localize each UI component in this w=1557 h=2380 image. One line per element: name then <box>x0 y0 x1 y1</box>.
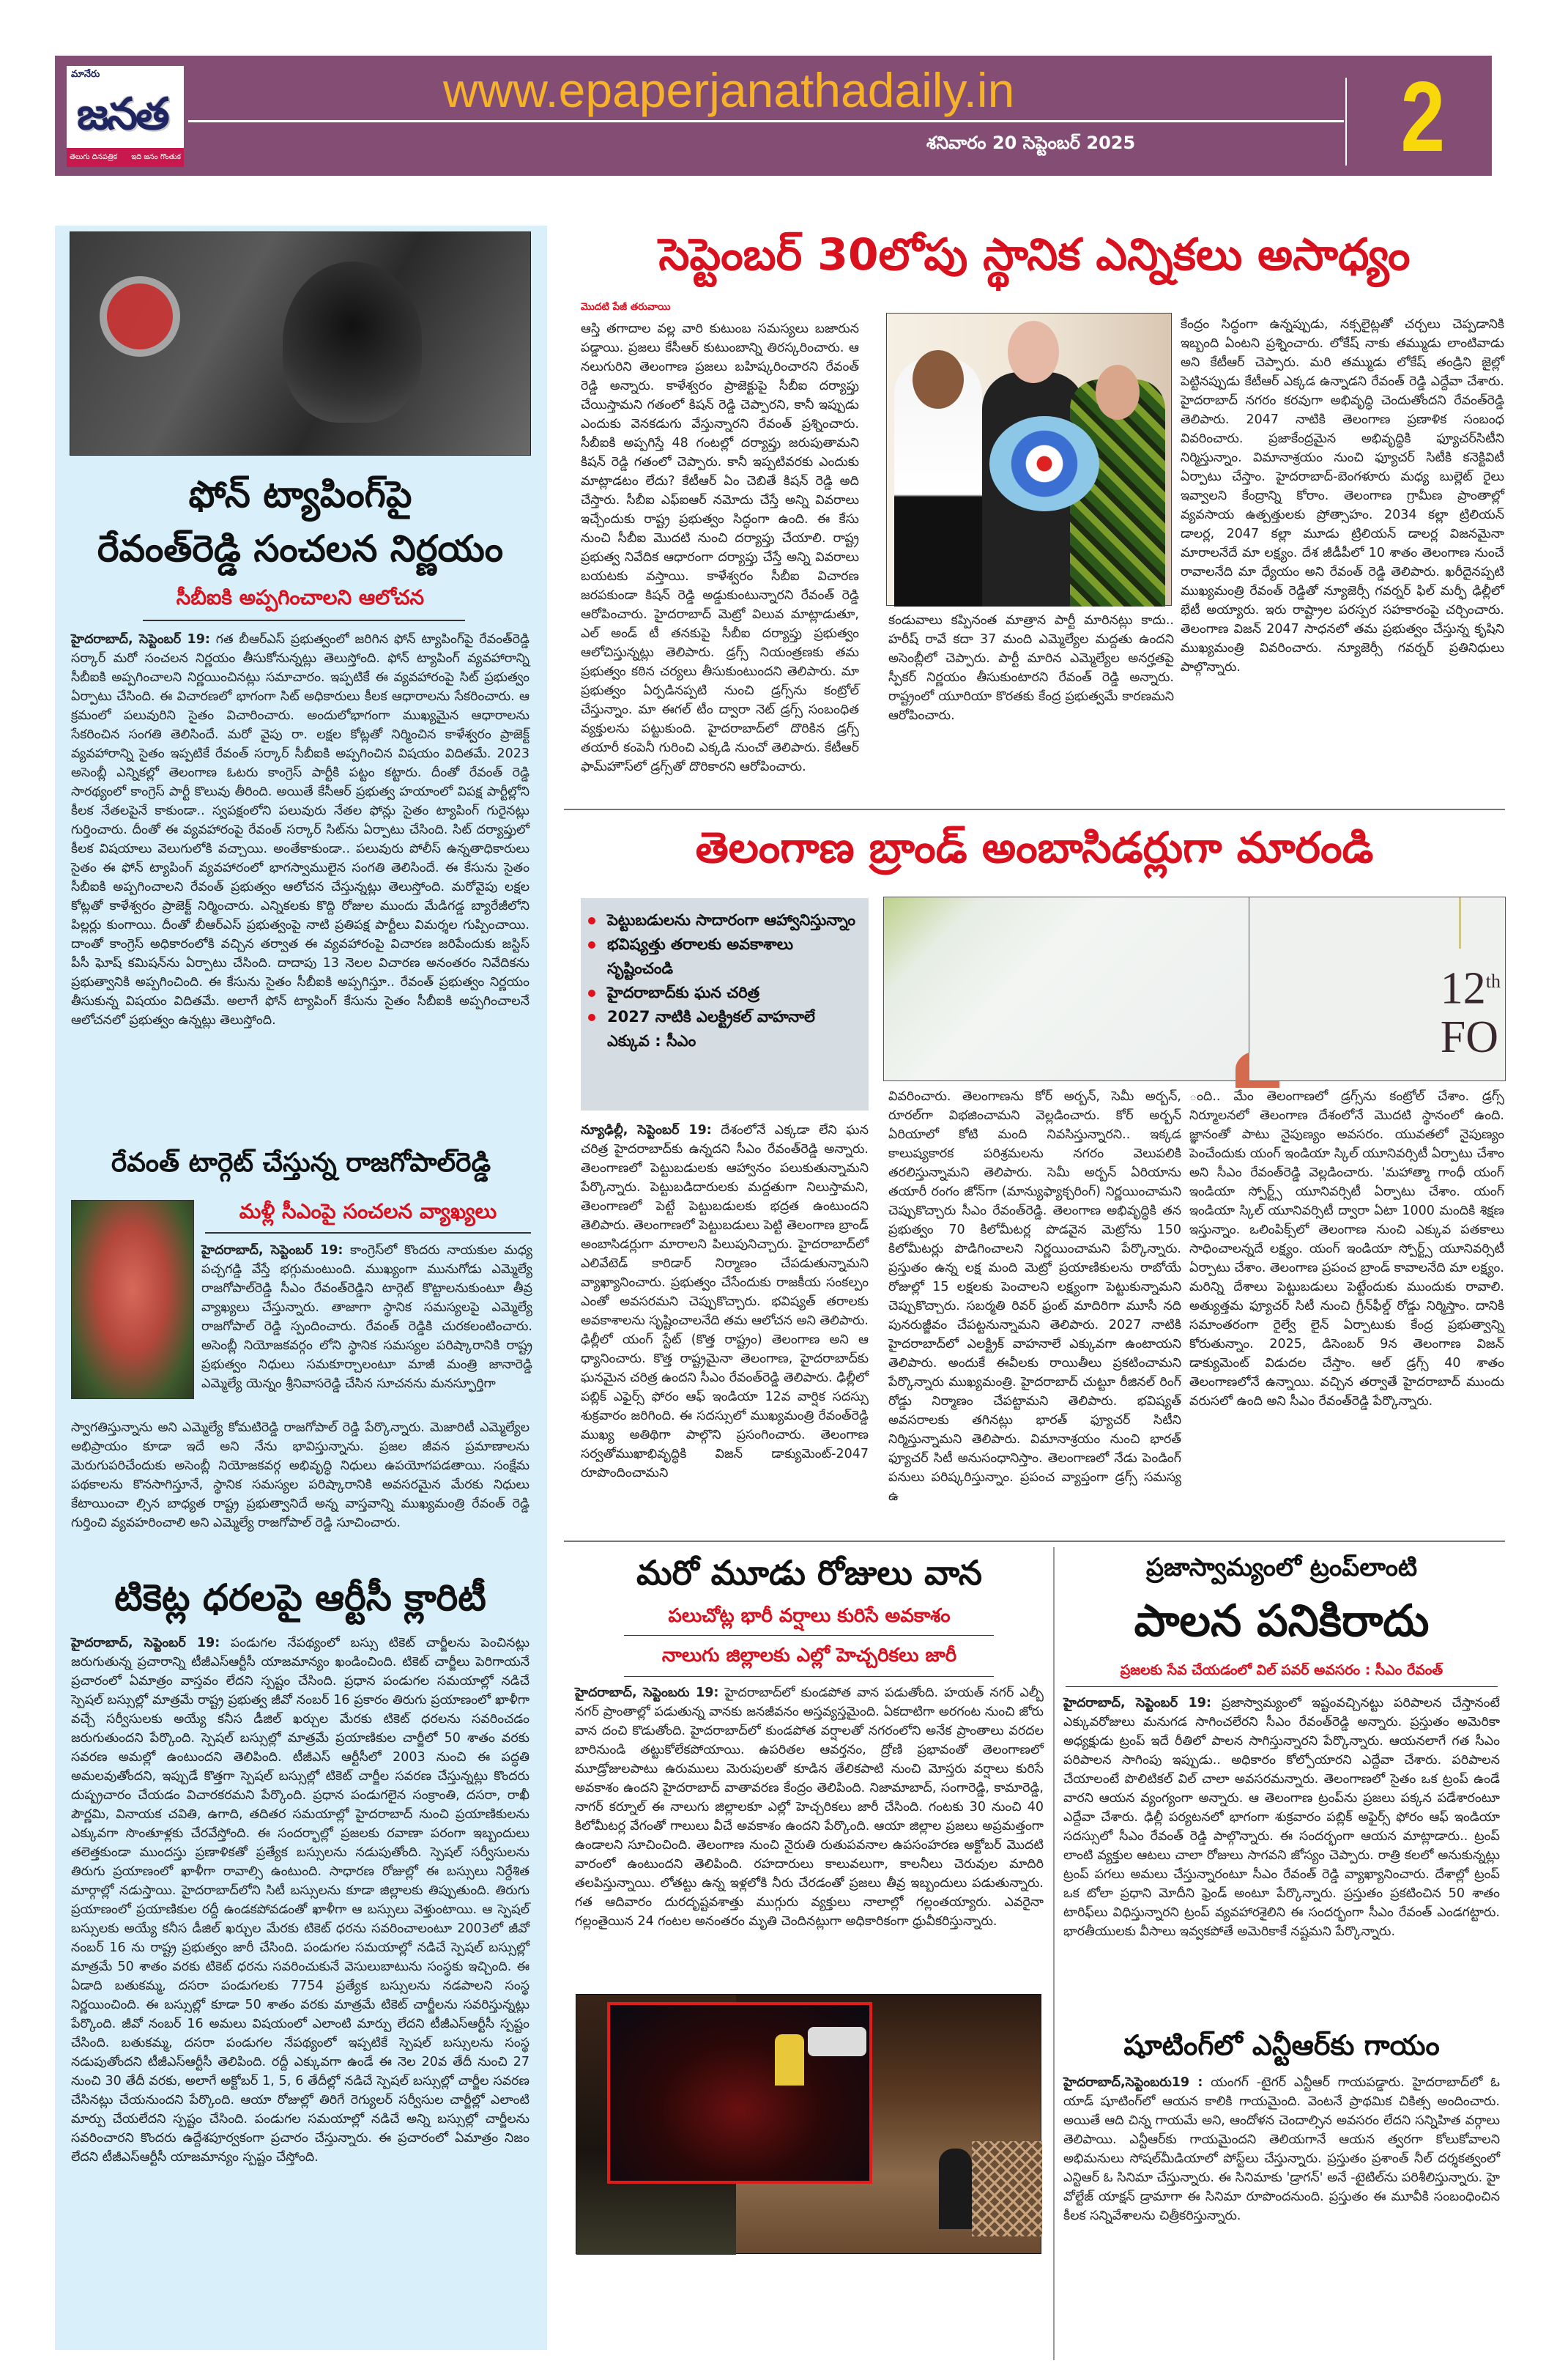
highlight-item <box>607 1005 858 1053</box>
lead-headline[interactable]: సెప్టెంబర్ 30లోపు స్థానిక ఎన్నికలు అసాధ్యం <box>658 229 1411 281</box>
forum-stage-photo <box>883 897 1249 1081</box>
article-column-1 <box>581 1121 869 1534</box>
article-subheadline: సీబీఐకి అప్పగించాలని ఆలోచన <box>176 585 425 609</box>
body-text: గత బీఆర్ఎస్ ప్రభుత్వంలో జరిగిన ఫోన్ ట్యాపింగ్‌పై రేవంత్‌రెడ్డి సర్కార్ మరో సంచలన నిర్ణయం తీసుకోనున్నట్లు తెలుస్తోంది. ఫోన్ ట్యాపింగ్ వ్యవహారాన్ని సీబీఐకి అప్పగించాలని నిర్ణయించినట్లు సమాచారం. ఇప్పటికే ఈ వ్యవహారంపై సిట్ ప్రభుత్వం ఏర్పాటు చేసింది. ఈ విచారణలో భాగంగా సిట్ అధికారులు కీలక ఆధారాలను సేకరించారు. ఆ క్రమంలో పలువురిని సైతం విచారించారు. అందులోభాగంగా ముఖ్యమైన ఆధారాలను సేకరించిన సంగతి తెలిసిందే. మరో వైపు రా. లక్షల కోట్లతో నిర్మించిన కాళేశ్వరం ప్రాజెక్ట్ వ్యవహారాన్ని సైతం ఇప్పటికే రేవంత్ సర్కార్ సీబీఐకి అప్పగించిన విషయం విదితమే. 2023 అసెంబ్లీ ఎన్నికల్లో తెలంగాణ ఓటరు కాంగ్రెస్ పార్టీకి పట్టం కట్టారు. దీంతో రేవంత్ రెడ్డి సారథ్యంలో కాంగ్రెస్ పార్టీ కొలువు తీరింది. అయితే కేసీఆర్ ప్రభుత్వ హయాంలో విపక్ష పార్టీల్లోని కీలక నేతలపైనే కాకుండా.. స్వపక్షంలోని పలువురు నేతల ఫోన్లు సైతం ట్యాపింగ్ గురైనట్లు గుర్తించారు. దీంతో ఈ వ్యవహారంపై రేవంత్ సర్కార్ సిట్‌ను ఏర్పాటు చేసింది. సిట్ దర్యాప్తులో కీలక విషయాలు వెలుగులోకి వచ్చాయి. అంతేకాకుండా.. పలువురు పోలీస్ ఉన్నతాధికారులు సైతం ఈ ఫోన్ ట్యాపింగ్ వ్యవహారంలో భాగస్వాములైన సంగతి తెలిసిందే. ఈ కేసును సైతం సీబీఐకి అప్పగించాలని రేవంత్ ప్రభుత్వం ఆలోచన చేస్తున్నట్లు తెలుస్తోంది. మరోవైపు లక్షల కోట్లతో కాళేశ్వరం ప్రాజెక్ట్ నిర్మించారు. ఎన్నికలకు కొద్ది రోజుల ముందు మేడిగడ్డ బ్యారేజీలోని పిల్లర్లు కుంగాయి. దీంతో బీఆర్ఎస్ ప్రభుత్వంపై నాటి ప్రతిపక్ష పార్టీలు విమర్శల గుప్పించాయి. దాంతో కాంగ్రెస్ అధికారంలోకి వచ్చిన తర్వాత ఈ వ్యవహారంపై విచారణ జరిపేందుకు జస్టిస్ పీసీ ఘోష్ కమిషన్‌ను ఏర్పాటు చేసింది. దాదాపు 13 నెలల విచారణ అనంతరం నివేదికను ప్రభుత్వానికి అప్పగించింది. ఈ కేసును సైతం సీబీఐకి అప్పగిస్తూ.. రేవంత్ ప్రభుత్వం నిర్ణయం తీసుకున్న విషయం విదితమే. అలాగే ఫోన్ ట్యాపింగ్ కేసును సైతం సీబీఐకి అప్పగించాలనే ఆలోచనలో ప్రభుత్వం ఉన్నట్లు తెలుస్తోంది. <box>71 632 529 1028</box>
article-column-3: కేంద్రం సిద్ధంగా ఉన్నప్పుడు, నక్సలైట్లతో చర్చలు చెప్పడానికి ఇబ్బంది ఏంటని ప్రశ్నించారు. లోకేష్ నాకు తమ్ముడు లాంటివాడు అని కేటీఆర్ చెప్పారు. మరి తమ్ముడు లోకేష్ తండ్రిని జైల్లో పెట్టినప్పుడు కేటీఆర్ ఎక్కడ ఉన్నాడని రేవంత్ రెడ్డి ఎద్దేవా చేశారు. హైదరాబాద్ నగరం కరవుగా అభివృద్ధి చెందుతోందని రేవంత్‌రెడ్డి తెలిపారు. 2047 నాటికి తెలంగాణ ప్రణాళిక సంబంధ వివరించారు. ప్రజాకేంద్రమైన అభివృద్ధికి ఫ్యూచర్‌సిటీని నిర్మిస్తున్నాం. విమానాశ్రయం నుంచి ఫ్యూచర్ సిటీకి కనెక్టివిటీ ఏర్పాటు చేస్తాం. హైదరాబాద్-బెంగళూరు మధ్య బుల్లెట్ రైలు ఇవ్వాలని కేంద్రాన్ని కోరాం. తెలంగాణ గ్రామీణ ప్రాంతాల్లో వ్యవసాయ ఉత్పత్తులకు ప్రోత్సాహం. 2034 కల్లా ట్రిలియన్ డాలర్ల, 2047 కల్లా మూడు ట్రిలియన్ డాలర్ల విజనమైనా మారాలనేదే మా లక్ష్యం. దేశ జీడీపీలో 10 శాతం తెలంగాణ నుంచే రావాలనేది మా ధ్యేయం అని రేవంత్ రెడ్డి తెలిపారు. ఖరీదైనప్పటి ముఖ్యమంత్రి రేవంత్ రెడ్డితో న్యూజెర్సీ గవర్నర్ ఫిల్ మర్ఫీ ఢిల్లీలో భేటీ అయ్యారు. ఇరు రాష్ట్రాల పరస్పర సహకారంపై చర్చించారు. తెలంగాణ విజన్ 2047 సాధనలో తమ ప్రభుత్వం చేస్తున్న కృషిని ముఖ్యమంత్రి వివరించారు. న్యూజెర్సీ గవర్నర్ ప్రతినిధులు పాల్గొన్నారు. <box>1181 317 1504 675</box>
bullet-icon <box>588 941 595 949</box>
banner-ordinal: th <box>1485 971 1501 992</box>
motorcycle-rider <box>775 2034 804 2086</box>
dateline: హైదరాబాద్, సెప్టెంబరు 19: <box>575 1686 719 1700</box>
headphone-silhouette <box>283 262 422 423</box>
article-headline-line-1[interactable]: ప్రజాస్వామ్యంలో ట్రంప్‌లాంటి <box>1145 1553 1418 1582</box>
person-center-head <box>1008 321 1059 383</box>
column-divider <box>1053 1547 1055 2360</box>
article-headline[interactable]: షూటింగ్‌లో ఎన్టీఆర్‌కు గాయం <box>1123 2029 1440 2061</box>
article-headline[interactable]: మరో మూడు రోజులు వాన <box>636 1553 983 1593</box>
site-url-link[interactable]: www.epaperjanathadaily.in <box>443 63 1015 117</box>
article-body <box>71 1634 529 2338</box>
bullet-icon <box>588 917 595 924</box>
person-right-head <box>1096 365 1140 420</box>
logo-wordmark: జనత <box>77 89 168 140</box>
left-column-box <box>55 226 547 2350</box>
article-headline-line-2[interactable]: పాలన పనికిరాదు <box>1134 1595 1430 1647</box>
article-body-continued: స్వాగతిస్తున్నాను అని ఎమ్మెల్యే కోమటిరెడ్డి రాజగోపాల్ రెడ్డి పేర్కొన్నారు. మెజారిటీ ఎమ్మెల్యేల అభిప్రాయం కూడా ఇదే అని నేను భావిస్తున్నాను. ప్రజల జీవన ప్రమాణాలను మెరుగుపరిచేందుకు అసెంబ్లీ నియోజకవర్గ అభివృద్ధి నిధులు ఉపయోగపడతాయి. సంక్షేమ పథకాలను కొనసాగిస్తూనే, స్థానిక సమస్యల పరిష్కారానికి అవసరమైన మేరకు నిధులు కేటాయించా ల్సిన బాధ్యత రాష్ట్ర ప్రభుత్వానిదే అన్న వాస్తవాన్ని ముఖ్యమంత్రి రేవంత్ రెడ్డి గుర్తించి వ్యవహరించాలి అని ఎమ్మెల్యే రాజగోపాల్ రెడ్డి సూచించారు. <box>71 1420 529 1530</box>
bullet-icon <box>588 1014 595 1021</box>
article-headline[interactable]: తెలంగాణ బ్రాండ్ అంబాసిడర్లుగా మారండి <box>695 823 1374 872</box>
tape-reel-graphic <box>100 276 180 357</box>
highlight-item <box>607 933 858 981</box>
masthead <box>55 56 1492 176</box>
highlight-text: భవిష్యత్తు తరాలకు అవకాశాలు సృష్టించండి <box>607 935 793 977</box>
dateline: హైదరాబాద్, సెప్టెంబర్ 19: <box>71 632 210 647</box>
rajagopal-portrait-photo <box>71 1200 194 1399</box>
highlights-box <box>581 898 869 1111</box>
body-text: దేశంలోనే ఎక్కడా లేని ఘన చరిత్ర హైదరాబాద్‌కు ఉన్నదని సీఎం రేవంత్‌రెడ్డి అన్నారు. తెలంగాణలో పెట్టుబడులకు ఆహ్వానం పలుకుతున్నామని పేర్కొన్నారు. పెట్టుబడిదారులకు మద్దతుగా నిలుస్తామని, తెలంగాణలో పెట్టే పెట్టుబడులకు భద్రత ఉంటుందని తెలిపారు. తెలంగాణలో పెట్టుబడులు పెట్టి తెలంగాణ బ్రాండ్ అంబాసిడర్లుగా మారాలని పిలుపునిచ్చారు. హైదరాబాద్‌లో ఎలివేటెడ్ కారిడార్ నిర్మాణం చేపడుతున్నామని వ్యాఖ్యానించారు. ప్రభుత్వం చేసేందుకు రాజకీయ సంకల్పం ఎంతో అవసరమని చెప్పుకొచ్చారు. భవిష్యత్ తరాలకు అవకాశాలను సృష్టించాలనేది తమ ఆలోచన అని తెలిపారు. ఢిల్లీలో యంగ్ స్టేట్ (కొత్త రాష్ట్రం) తెలంగాణ అని ఆ ధ్యానించారు. కొత్త రాష్ట్రమైనా తెలంగాణ, హైదరాబాద్‌కు ఘనమైన చరిత్ర ఉందని సీఎం రేవంత్‌రెడ్డి తెలిపారు. ఢిల్లీలో పబ్లిక్ ఎఫైర్స్ ఫోరం ఆఫ్ ఇండియా 12వ వార్షిక సదస్సు శుక్రవారం జరిగింది. ఈ సదస్సులో ముఖ్యమంత్రి రేవంత్‌రెడ్డి ముఖ్య అతిథిగా పాల్గొని ప్రసంగించారు. తెలంగాణ సర్వతోముఖాభివృద్ధికి విజన్ డాక్యుమెంట్-2047 రూపొందించామని <box>581 1123 869 1480</box>
inset-traffic-photo <box>607 2002 872 2184</box>
divider <box>624 1635 994 1636</box>
person-wading <box>939 2149 972 2229</box>
article-body <box>1063 2073 1500 2321</box>
article-headline[interactable] <box>70 467 531 576</box>
article-subheadline: ప్రజలకు సేవ చేయడంలో విల్ పవర్ అవసరం : సీఎం రేవంత్ <box>1120 1662 1443 1678</box>
article-headline[interactable]: రేవంత్ టార్గెట్ చేస్తున్న రాజగోపాల్‌రెడ్డి <box>111 1148 491 1178</box>
banner-accent <box>1459 897 1461 949</box>
article-subheadline-2: నాలుగు జిల్లాలకు ఎల్లో హెచ్చరికలు జారీ <box>661 1645 957 1667</box>
dateline: హైదరాబాద్, సెప్టెంబర్ 19: <box>201 1243 343 1258</box>
flower-bouquet <box>989 416 1099 511</box>
section-divider <box>564 1541 1505 1542</box>
article-column-2: వివరించారు. తెలంగాణను కోర్ అర్బన్, సెమీ అర్బన్, రూరల్‌గా విభజించామని వెల్లడించారు. కోర్ అర్బన్ ఏరియాలో కోటి మంది నివసిస్తున్నారని.. ఇక్కడ కాలుష్యకారక పరిశ్రమలను నగరం వెలుపలికి తరలిస్తున్నామని తెలిపారు. సెమీ అర్బన్ ఏరియాను తయారీ రంగం జోన్‌గా (మాన్యుఫ్యాక్చరింగ్) నిర్ణయించామని చెప్పుకొచ్చారు సీఎం రేవంత్‌రెడ్డి. తెలంగాణ అభివృద్ధికి తన ప్రభుత్వం 70 కిలోమీటర్ల పొడవైన మెట్రోను 150 కిలోమీటర్లు పొడిగించాలని నిర్ణయించామని పేర్కొన్నారు. ప్రస్తుతం ఉన్న లక్ష మంది మెట్రో ప్రయాణికులను రాబోయే రోజుల్లో 15 లక్షలకు పెంచాలని లక్ష్యంగా పెట్టుకున్నామని చెప్పుకొచ్చారు. సబర్మతి రివర్ ఫ్రంట్ మాదిరిగా మూసీ నది పునరుజ్జీవం చేపట్టనున్నామని తెలిపారు. 2027 నాటికి హైదరాబాద్‌లో ఎలక్ట్రిక్ వాహనాలే ఎక్కువగా ఉంటాయని తెలిపారు. అందుకే ఈవీలకు రాయితీలు ప్రకటించామని పేర్కొన్నారు ముఖ్యమంత్రి. హైదరాబాద్ చుట్టూ రీజినల్ రింగ్ రోడ్డు నిర్మాణం చేపట్టామని తెలిపారు. భవిష్యత్ అవసరాలకు తగినట్లు భారత్ ఫ్యూచర్ సిటీని నిర్మిస్తున్నామని తెలిపారు. విమానాశ్రయం నుంచి భారత్ ఫ్యూచర్ సిటీ అనుసంధానిస్తాం. తెలంగాణలో నేడు పెండింగ్ పనులు పరిష్కరిస్తున్నాం. ప్రపంచ వ్యాప్తంగా డ్రగ్స్ సమస్య ఉ <box>888 1089 1182 1504</box>
body-text: హైదరాబాద్‌లో కుండపోత వాన పడుతోంది. హయత్ నగర్ ఎల్బీ నగర్ ప్రాంతాల్లో పడుతున్న వానకు జనజీవనం అస్తవ్యస్తమైంది. ఏకదాటిగా అరగంట నుంచి జోరు వాన దంచి కొడుతోంది. హైదరాబాద్‌లో కుండపోత వర్షాలతో నగరంలోని అనేక ప్రాంతాలు వరదల బారినుండి తట్టుకోలేకపోయాయి. ఉపరితల ఆవర్తనం, ద్రోణి ప్రభావంతో తెలంగాణలో మూడ్రోజులపాటు ఉరుములు మెరుపులతో కూడిన తేలికపాటి నుంచి మోస్తరు వర్షాలు కురిసే అవకాశం ఉందని హైదరాబాద్ వాతావరణ కేంద్రం తెలిపింది. నిజామాబాద్, సంగారెడ్డి, కామారెడ్డి, నాగర్ కర్నూల్ ఈ నాలుగు జిల్లాలకూ ఎల్లో హెచ్చరికలు జారీ చేసింది. గంటకు 30 నుంచి 40 కిలోమీటర్ల వేగంతో గాలులు వీచే అవకాశం ఉందని పేర్కొంది. ఆయా జిల్లాల ప్రజలు అప్రమత్తంగా ఉండాలని సూచించింది. తెలంగాణ నుంచి నైరుతి రుతుపవనాల ఉపసంహరణ అక్టోబర్ మొదటి వారంలో ఉంటుందని తెలిపింది. రహదారులు కాలువలుగా, కాలనీలు చెరువుల మాదిరి తలపిస్తున్నాయి. లోతట్టు ఉన్న ఇళ్లలోకి నీరు చేరడంతో ప్రజలు తీవ్ర ఇబ్బందులు పడుతున్నారు. గత ఆదివారం దురదృష్టవశాత్తు ముగ్గురు వ్యక్తులు నాలాల్లో గల్లంతయ్యారు. ఎవరైనా గల్లంతైయిన 24 గంటల అనంతరం మృతి చెందినట్లుగా అధికారికంగా ధ్రువీకరిస్తున్నారు. <box>575 1686 1044 1929</box>
article-body <box>71 630 529 1106</box>
highlight-text: హైదరాబాద్‌కు ఘన చరిత్ర <box>607 984 760 1001</box>
forum-banner-photo <box>1249 897 1506 1081</box>
newspaper-logo[interactable] <box>67 66 184 167</box>
bullet-icon <box>588 990 595 997</box>
logo-right-tag: ఇది జనం గొంతుక <box>131 153 181 161</box>
logo-prefix: మానేరు <box>71 69 100 80</box>
continued-label: మొదటి పేజీ తరువాయి <box>581 301 671 313</box>
article-subheadline: మళ్లీ సీఎంపై సంచలన వ్యాఖ్యలు <box>239 1199 497 1223</box>
headline-line-1: ఫోన్ ట్యాపింగ్‌పై <box>188 473 412 516</box>
dateline: హైదరాబాద్, సెప్టెంబర్ 19: <box>1063 1696 1211 1710</box>
edition-date: శనివారం 20 సెప్టెంబర్ 2025 <box>926 133 1136 153</box>
logo-left-tag: తెలుగు దినపత్రిక <box>70 153 118 161</box>
forum-banner-text <box>1441 957 1501 1061</box>
dateline: న్యూఢిల్లీ, సెప్టెంబర్ 19: <box>581 1123 712 1138</box>
flooded-street-photo <box>576 1994 1041 2254</box>
body-text: కాంగ్రెస్‌లో కొందరు నాయకుల మధ్య పచ్చగడ్డి వేస్తే భగ్గుమంటుంది. ముఖ్యంగా మునుగోడు ఎమ్మెల్యే రాజగోపాల్‌రెడ్డి సీఎం రేవంత్‌రెడ్డిని టార్గెట్ కొట్టాలనుకుంటూ తీవ్ర వ్యాఖ్యలు చేస్తున్నారు. తాజాగా స్థానిక సమస్యలపై ఎమ్మెల్యే రాజగోపాల్ రెడ్డి స్పందించారు. రేవంత్ రెడ్డికి చురకలంటించారు. అసెంబ్లీ నియోజకవర్గం లోని స్థానిక సమస్యల పరిష్కారానికి రాష్ట్ర ప్రభుత్వం నిధులు సమకూర్చాలంటూ మాజీ మంత్రి జానారెడ్డి ఎమ్మెల్యే యెన్నం శ్రీనివాసరెడ్డి చేసిన సూచనను మనస్ఫూర్తిగా <box>201 1243 532 1391</box>
divider <box>624 1676 994 1677</box>
article-body <box>201 1241 532 1412</box>
highlight-item <box>607 981 858 1005</box>
cm-bouquet-photo <box>886 313 1172 606</box>
article-body <box>1063 1694 1500 2017</box>
page-number: 2 <box>1400 61 1446 172</box>
headline-line-2: రేవంత్‌రెడ్డి సంచలన నిర్ణయం <box>97 527 504 570</box>
body-text: పండుగల నేపథ్యంలో బస్సు టికెట్ చార్జీలను పెంచినట్లు జరుగుతున్న ప్రచారాన్ని టీజీఎస్‌ఆర్టీసీ యాజమాన్యం ఖండించింది. టికెట్ చార్జీలు పెరిగాయనే ప్రచారంలో ఏమాత్రం వాస్తవం లేదని స్పష్టం చేసింది. ప్రధాన పండుగల సమయాల్లో నడిచే స్పెషల్ బస్సుల్లో మాత్రమే రాష్ట్ర ప్రభుత్వ జీవో నంబర్ 16 ప్రకారం తిరుగు ప్రయాణంలో ఖాళీగా వచ్చే సర్వీసులకు అయ్యే కనీస డీజిల్ ఖర్చుల మేరకు టికెట్ ధరలను సవరించడం జరుగుతుందని పేర్కొంది. స్పెషల్ బస్సుల్లో మాత్రమే ప్రయాణికుల చార్జీలో 50 శాతం వరకు సవరణ అమల్లో ఉంటుందని తెలిపింది. టీజీఎస్ ఆర్టీసీలో 2003 నుంచి ఈ పద్ధతి అమలవుతోందని, ఇప్పుడే కొత్తగా స్పెషల్ బస్సుల్లో టికెట్ చార్జీల సవరణ చేస్తున్నట్లు కొందరు దుష్ప్రచారం చేయడం విచారకరమని పేర్కొంది. ప్రధాన పండుగలైన సంక్రాంతి, దసరా, రాఖీ పౌర్ణమి, వినాయక చవితి, ఉగాది, తదితర సమయాల్లో హైదరాబాద్ నుంచి ప్రయాణికులను ఎక్కువగా సొంతూళ్లకు చేరవేస్తోంది. ఈ సందర్భాల్లో ప్రజలకు రవాణా పరంగా ఇబ్బందులు తలెత్తకుండా ముందస్తు ప్రణాళికతో ప్రత్యేక బస్సులను నడుపుతోంది. స్పెషల్ సర్వీసులను తిరుగు ప్రయాణంలో ఖాళీగా రావాల్సి ఉంటుంది. సాధారణ రోజుల్లో ఈ బస్సులు నిర్దేశిత మార్గాల్లో నడుస్తాయి. హైదరాబాద్‌లోని సిటీ బస్సులను కూడా జిల్లాలకు తిప్పుతుంది. తిరుగు ప్రయాణంలో ప్రయాణికుల రద్దీ ఉండకపోవడంతో ఖాళీగా ఆ బస్సులు వెళ్తుంటాయి. ఆ స్పెషల్ బస్సులకు అయ్యే కనీస డీజిల్ ఖర్చుల మేరకు టికెట్ ధరను సవరించాలంటూ 2003లో జీవో నంబర్ 16 ను రాష్ట్ర ప్రభుత్వం జారీ చేసింది. పండుగల సమయాల్లో నడిచే స్పెషల్ బస్సుల్లో మాత్రమే 50 శాతం వరకు టికెట్ ధరను సవరించుకునే వెసులుబాటును సంస్థకు ఇచ్చింది. ఈ ఏడాది బతుకమ్మ, దసరా పండుగలకు 7754 ప్రత్యేక బస్సులను నడపాలని సంస్థ నిర్ణయించింది. ఈ బస్సుల్లో కూడా 50 శాతం వరకు మాత్రమే టికెట్ చార్జీలను సవరిస్తున్నట్లు పేర్కొంది. జీవో నంబర్ 16 అమలు విషయంలో ఎలాంటి మార్పు లేదని టీజీఎస్‌ఆర్టీసీ స్పష్టం చేసింది. బతుకమ్మ, దసరా పండుగల నేపథ్యంలో ఇప్పటికే స్పెషల్ బస్సులను సంస్థ నడుపుతోందని టీజీఎస్‌ఆర్టీసీ తెలిపింది. రద్దీ ఎక్కువగా ఉండే ఈ నెల 20వ తేదీ నుంచి 27 నుంచి 30 తేదీ వరకు, అలాగే అక్టోబర్ 1, 5, 6 తేదీల్లో నడిచే స్పెషల్ బస్సుల్లో చార్జీల సవరణ చేసినట్లు చేయనుందని పేర్కొంది. ఆయా రోజుల్లో తిరిగే రెగ్యులర్ సర్వీసుల చార్జీల్లో ఎలాంటి మార్పు చేయలేదని స్పష్టం చేసింది. పండుగల సమయాల్లో నడిచే అన్ని బస్సుల్లో చార్జీలను సవరించారని కొందరు ఉద్దేశపూర్వకంగా ప్రచారం చేస్తున్నారు. ఈ ప్రచారంలో ఏమాత్రం నిజం లేదని టీజీఎస్‌ఆర్టీసీ యాజమాన్యం స్పష్టం చేస్తోంది. <box>71 1636 530 2165</box>
banner-number: 12 <box>1440 963 1486 1014</box>
masthead-divider <box>188 120 1344 122</box>
article-column-3: ంది.. మేం తెలంగాణలో డ్రగ్స్‌ను కంట్రోల్ చేశాం. డ్రగ్స్ నిర్మూలనలో తెలంగాణ దేశంలోనే మొదటి స్థానంలో ఉంది. జ్ఞానంతో పాటు నైపుణ్యం అవసరం. యువతలో నైపుణ్యం పెంచేందుకు యంగ్ ఇండియా స్కిల్ యూనివర్సిటీ ఏర్పాటు చేశాం అని సీఎం రేవంత్‌రెడ్డి వెల్లడించారు. 'మహాత్మా గాంధీ యంగ్ ఇండియా స్పోర్ట్స్ యూనివర్సిటీ ఏర్పాటు చేశాం. యంగ్ ఇండియా స్కిల్ యూనివర్సిటీ ద్వారా ఏటా 1000 మందికి శిక్షణ ఇస్తున్నాం. ఒలింపిక్స్‌లో తెలంగాణ నుంచి ఎక్కువ పతకాలు సాధించాలన్నదే లక్ష్యం. యంగ్ ఇండియా స్పోర్ట్స్ యూనివర్సిటీ ఏర్పాటు చేశాం. తెలంగాణ ప్రపంచ బ్రాండ్ కావాలనేది మా లక్ష్యం. మరిన్ని దేశాలు పెట్టుబడులు పెట్టేందుకు ముందుకు రావాలి. అత్యుత్తమ ఫ్యూచర్ సిటీ నుంచి గ్రీన్‌ఫీల్డ్ రోడ్డు నిర్మిస్తాం. దానికి సమాంతరంగా రైల్వే లైన్ ఏర్పాటుకు కేంద్ర ప్రభుత్వాన్ని కోరుతున్నాం. 2025, డిసెంబర్ 9న తెలంగాణ విజన్ డాక్యుమెంట్ విడుదల చేస్తాం. ఆల్ డ్రగ్స్ 40 శాతం తెలంగాణలోనే ఉన్నాయి. వచ్చిన తర్వాతే హైదరాబాద్ ముందు వరుసలో ఉంది అని సీఎం రేవంత్‌రెడ్డి పేర్కొన్నారు. <box>1189 1089 1505 1409</box>
dateline: హైదరాబాద్, సెప్టెంబర్ 19: <box>71 1636 220 1650</box>
article-column-1: ఆస్తి తగాదాల వల్ల వారి కుటుంబ సమస్యలు బజారున పడ్డాయి. ప్రజలు కేసీఆర్ కుటుంబాన్ని తిరస్కరించారు. ఆ నలుగురిని తెలంగాణ ప్రజలు బహిష్కరించారని రేవంత్ రెడ్డి అన్నారు. కాళేశ్వరం ప్రాజెక్టుపై సీబీఐ దర్యాప్తు చేయిస్తామని గతంలో కిషన్ రెడ్డి చెప్పారని, కానీ ఇప్పుడు ఎందుకు వెనకడుగు వేస్తున్నారని రేవంత్ ప్రశ్నించారు. సీబీఐకి అప్పగిస్తే 48 గంటల్లో దర్యాప్తు జరుపుతామని కిషన్ రెడ్డి గతంలో చెప్పారు. కానీ ఇప్పటివరకు ఎందుకు మాట్లాడటం లేదు? కేటీఆర్ ఏం చెబితే కిషన్ రెడ్డి అది చేస్తారు. సీబీఐ ఎఫ్ఐఆర్ నమోదు చేస్తే అన్ని వివరాలు ఇచ్చేందుకు రాష్ట్ర ప్రభుత్వం సిద్ధంగా ఉంది. ఈ కేసు నుంచి సీబీఐ మొదటి నుంచి దర్యాప్తు చేయాలి. రాష్ట్ర ప్రభుత్వ నివేదిక ఆధారంగా దర్యాప్తు చేస్తే అన్ని వివరాలు బయటకు వస్తాయి. కాళేశ్వరం సీబీఐ విచారణ జరపకుండా కిషన్ రెడ్డి అడ్డుకుంటున్నారని రేవంత్ రెడ్డి ఆరోపించారు. హైదరాబాద్ మెట్రో విలువ మాట్లాడుతూ, ఎల్ అండ్ టీ తనకుపై సీబీఐ దర్యాప్తు ప్రభుత్వం ఆలోచిస్తున్నట్లు తెలిపారు. డ్రగ్స్ నియంత్రణకు తమ ప్రభుత్వం కఠిన చర్యలు తీసుకుంటుందని తెలిపారు. మా ప్రభుత్వం ఏర్పడినప్పటి నుంచి డ్రగ్స్‌ను కంట్రోల్ చేస్తున్నాం. మా ఈగల్ టీం ద్వారా నెట్ డ్రగ్స్ సంబంధిత వ్యక్తులను పట్టుకుంది. హైదరాబాద్‌లో దొరికిన డ్రగ్స్ తయారీ కంపెనీ గురించి ఎక్కడి నుంచో తెలిపారు. కేటీఆర్ ఫామ్‌హౌస్‌లో డ్రగ్స్‌తో దొరికారని ఆరోపించారు. <box>581 322 859 774</box>
article-subheadline-1: పలుచోట్ల భారీ వర్షాలు కురిసే అవకాశం <box>668 1605 951 1627</box>
phone-tapping-photo <box>70 231 531 456</box>
banner-word: FO <box>1440 1012 1499 1062</box>
section-divider <box>564 809 1505 810</box>
white-car <box>808 2027 866 2056</box>
article-body <box>575 1683 1044 1988</box>
person-left-head <box>913 350 964 409</box>
article-column-2: కండువాలు కప్పినంత మాత్రాన పార్టీ మారినట్లు కాదు.. హరీష్ రావే కదా 37 మంది ఎమ్మెల్యేల మద్దతు ఉందని అసెంబ్లీలో చెప్పారు. పార్టీ మారిన ఎమ్మెల్యేల అనర్హతపై స్పీకర్ నిర్ణయం తీసుకుంటారని రేవంత్ రెడ్డి అన్నారు. రాష్ట్రంలో యూరియా కొరతకు కేంద్ర ప్రభుత్వమే కారణమని ఆరోపించారు. <box>888 613 1174 723</box>
highlight-text: 2027 నాటికి ఎలక్ట్రికల్ వాహనాలే ఎక్కువ : సీఎం <box>607 1008 815 1050</box>
lattice-fence <box>972 2141 1042 2236</box>
body-text: యంగగ్ -టైగర్ ఎన్టీఆర్ గాయపడ్డారు. హైదరాబాద్‌లో ఓ యాడ్ షూటింగ్‌లో ఆయన కాలికి గాయమైంది. వెంటనే ప్రాథమిక చికిత్స అందించారు. అయితే ఆది చిన్న గాయమే అని, ఆందోళన చెందాల్సిన అవసరం లేదని సన్నిహిత వర్గాలు తెలిపాయి. ఎన్టీఆర్‌కు గాయమైందని తెలియగానే ఆయన త్వరగా కోలుకోవాలని అభిమనులు సోషల్‌మీడియాలో పోస్ట్‌లు చేస్తున్నారు. ప్రస్తుతం ప్రశాంత్ నీల్ దర్శకత్వంలో ఎన్టిఆర్ ఓ సినిమా చేస్తున్నారు. ఈ సినిమాకు 'డ్రాగన్' అనే -టైటిల్‌ను పరిశీలిస్తున్నారు. హై వోల్టేజ్ యాక్షన్ డ్రామాగా ఈ సినిమా రూపొందనుంది. ప్రస్తుతం ఈ మూవీకి సంబంధించిన కీలక సన్నివేశాలను చిత్రీకరిస్తున్నారు. <box>1063 2075 1500 2223</box>
dateline: హైదరాబాద్,సెప్టెంబరు19 : <box>1063 2075 1203 2090</box>
divider <box>143 620 465 621</box>
highlight-text: పెట్టుబడులను సాదారంగా ఆహ్వానిస్తున్నాం <box>607 911 856 929</box>
article-headline[interactable]: టికెట్ల ధరలపై ఆర్టీసీ క్లారిటీ <box>114 1576 486 1619</box>
logo-tagline-band <box>67 148 184 167</box>
divider <box>205 1232 531 1234</box>
highlight-item <box>607 908 858 933</box>
masthead-vertical-divider <box>1345 78 1347 166</box>
divider <box>1066 1686 1498 1687</box>
body-text: ప్రజాస్వామ్యంలో ఇష్టంవచ్చినట్టు పరిపాలన చేస్తానంటే ఎక్కువరోజులు మనుగడ సాగించలేరని సీఎం రేవంత్‌రెడ్డి అన్నారు. ప్రస్తుతం అమెరికా అధ్యక్షుడు ట్రంప్ ఇదే రీతిలో పాలన సాగిస్తున్నారని పేర్కొన్నారు. ఆయనలాగే గత సీఎం పరిపాలన సాగింపు ఇప్పుడు.. అధికారం కోల్పోయారని ఎద్దేవా చేశారు. పరిపాలన చేయాలంటే పొలిటికల్ విల్ చాలా అవసరమన్నారు. తెలంగాణలో సైతం ఒక ట్రంప్ ఉండే వారని ఆయన వ్యంగ్యంగా అన్నారు. ఆ తెలంగాణ ట్రంప్‌ను ప్రజలు పక్కన పడేశారంటూ ఎద్దేవా చేశారు. ఢిల్లీ పర్యటనలో భాగంగా శుక్రవారం పబ్లిక్ అఫైర్స్ ఫోరం ఆఫ్ ఇండియా సదస్సులో సీఎం రేవంత్ రెడ్డి పాల్గొన్నారు. ఈ సందర్భంగా ఆయన మాట్లాడారు.. ట్రంప్ లాంటి వ్యక్తుల ఆటలు చాలా రోజులు సాగవని జోస్యం చెప్పారు. రాత్రి కలలో అనుకున్నట్లు ట్రంప్ పగలు అమలు చేస్తున్నారంటూ సీఎం రేవంత్ రెడ్డి వ్యాఖ్యానించారు. దేశాల్లో ట్రంప్ ఒక టోలా ప్రధాని మోదీని ఫ్రెండ్ అంటూ పేర్కొన్నారు. ప్రస్తుతం ప్రకటించిన 50 శాతం టారిఫ్‌లు విధిస్తున్నారని ట్రంప్ వ్యవహారశైలిని ఈ సందర్భంగా సీఎం రేవంత్ ఎండగట్టారు. భారతీయులకు వీసాలు ఇవ్వకపోతే అమెరికాకే నష్టమని పేర్కొన్నారు. <box>1063 1696 1500 1939</box>
